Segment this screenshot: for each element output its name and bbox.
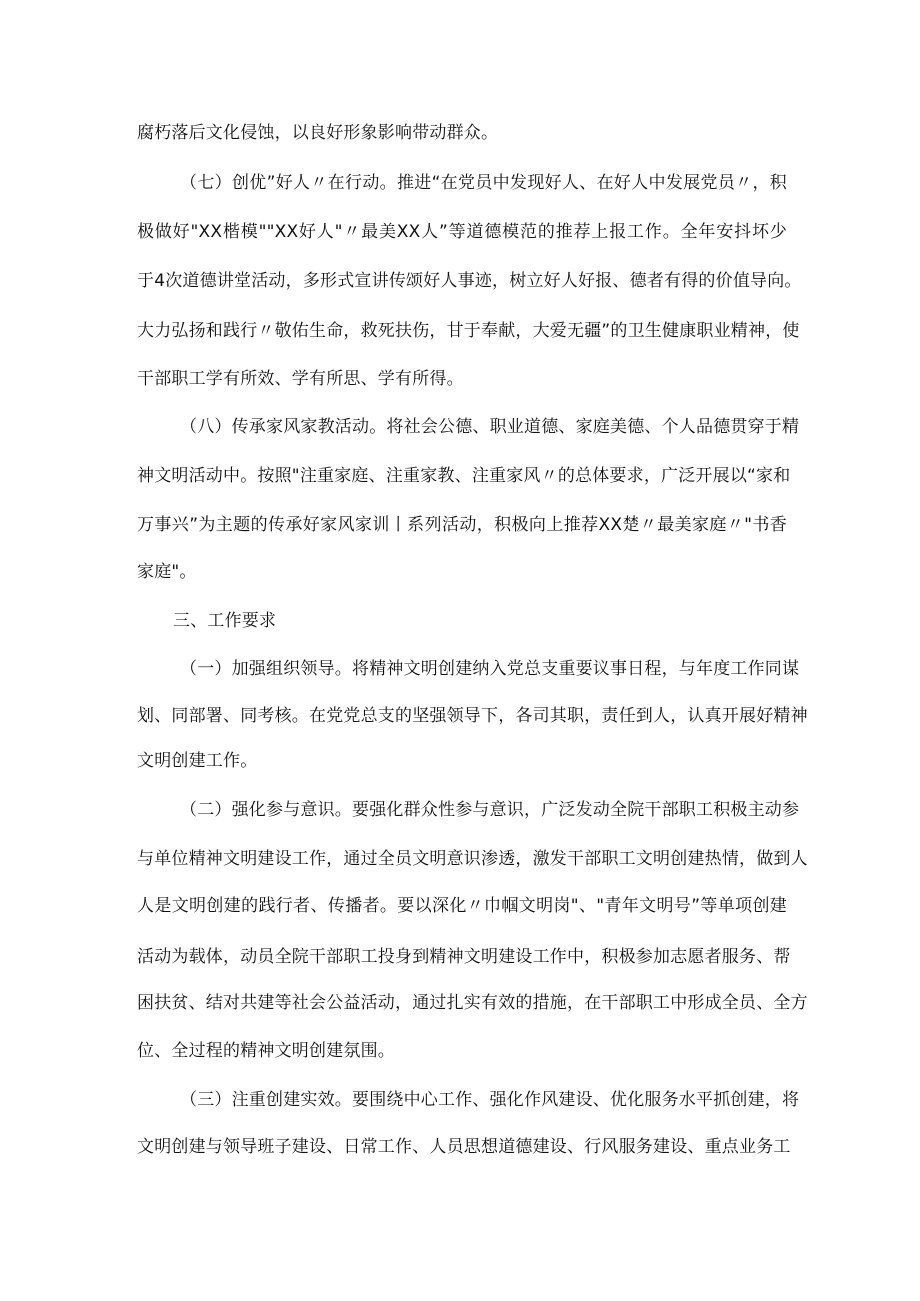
paragraph-req2-line-3: 人是文明创建的践行者、传播者。要以深化〃巾帼文明岗"、"青年文明号”等单项创建 — [137, 896, 787, 916]
paragraph-req3-line-2: 文明创建与领导班子建设、日常工作、人员思想道德建设、行风服务建设、重点业务工 — [137, 1137, 791, 1157]
paragraph-req1-line-2: 划、同部署、同考核。在党党总支的坚强领导下，各司其职，责任到人，认真开展好精神 — [137, 706, 808, 726]
paragraph-req2-line-6: 位、全过程的精神文明创建氛围。 — [137, 1041, 395, 1061]
paragraph-req2-line-2: 与单位精神文明建设工作，通过全员文明意识渗透，激发干部职工文明创建热情，做到人 — [137, 849, 808, 869]
paragraph-8-line-2: 神文明活动中。按照"注重家庭、注重家教、注重家风〃的总体要求，广泛开展以“家和 — [137, 466, 791, 486]
paragraph-req1-line-3: 文明创建工作。 — [137, 751, 258, 771]
paragraph-8-line-3: 万事兴”为主题的传承好家风家训丨系列活动，积极向上推荐XX楚〃最美家庭〃"书香 — [137, 515, 787, 535]
paragraph-7-line-4: 大力弘扬和践行〃敬佑生命，救死扶伤，甘于奉献，大爱无疆”的卫生健康职业精神，使 — [137, 321, 800, 341]
paragraph-req2-line-1: （二）强化参与意识。要强化群众性参与意识，广泛发动全院干部职工积极主动参 — [180, 800, 800, 820]
paragraph-7-line-3: 于4次道德讲堂活动，多形式宣讲传颂好人事迹，树立好人好报、德者有得的价值导向。 — [137, 271, 802, 291]
paragraph-6-end: 腐朽落后文化侵蚀，以良好形象影响带动群众。 — [137, 123, 499, 143]
paragraph-req2-line-4: 活动为载体，动员全院干部职工投身到精神文明建设工作中，积极参加志愿者服务、帮 — [137, 947, 791, 967]
paragraph-req3-line-1: （三）注重创建实效。要围绕中心工作、强化作风建设、优化服务水平抓创建，将 — [180, 1090, 800, 1110]
paragraph-7-line-2: 极做好"XX楷模""XX好人"〃最美XX人”等道德模范的推荐上报工作。全年安抖坏少 — [137, 222, 787, 242]
section-heading-work-requirements: 三、工作要求 — [173, 611, 277, 631]
paragraph-8-line-1: （八）传承家风家教活动。将社会公德、职业道德、家庭美德、个人品德贯穿于精 — [180, 417, 800, 437]
paragraph-8-line-4: 家庭"。 — [137, 562, 197, 582]
paragraph-req2-line-5: 困扶贫、结对共建等社会公益活动，通过扎实有效的措施，在干部职工中形成全员、全方 — [137, 993, 808, 1013]
paragraph-7-line-5: 干部职工学有所效、学有所思、学有所得。 — [137, 369, 464, 389]
paragraph-req1-line-1: （一）加强组织领导。将精神文明创建纳入党总支重要议事日程，与年度工作同谋 — [180, 659, 800, 679]
paragraph-7-line-1: （七）创优”好人〃在行动。推进“在党员中发现好人、在好人中发展党员〃，积 — [180, 173, 787, 193]
